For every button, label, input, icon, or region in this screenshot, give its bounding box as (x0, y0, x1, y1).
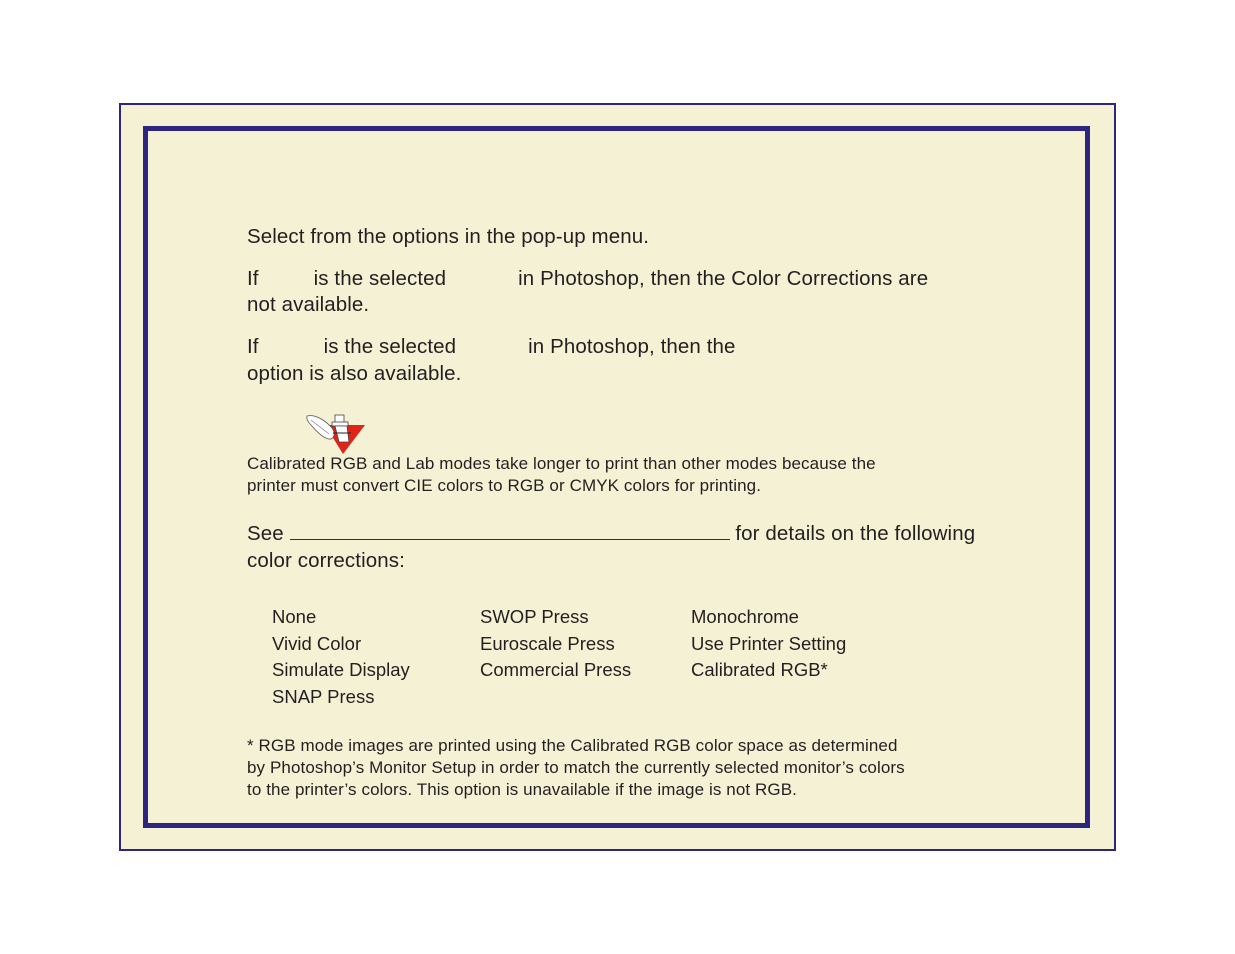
option-snap-press: SNAP Press (272, 686, 375, 707)
option-calibrated-rgb: Calibrated RGB* (691, 659, 828, 680)
option-simulate-display: Simulate Display (272, 659, 410, 680)
photoshop-text: in Photoshop, then the (528, 335, 736, 358)
if-word: If (247, 335, 259, 358)
reference-link[interactable] (290, 521, 730, 540)
footnote-line-3: to the printer’s colors. This option is unavailable if the image is not RGB. (247, 780, 797, 799)
paragraph-1-line-2: not available. (247, 293, 370, 316)
is-selected-text: is the selected (313, 267, 447, 290)
note-line-2: printer must convert CIE colors to RGB or CMYK colors for printing. (247, 476, 762, 495)
pen-note-icon (305, 412, 367, 456)
paragraph-1-line-1 (247, 265, 928, 292)
option-none: None (272, 606, 317, 627)
if-word: If (247, 267, 259, 290)
intro-text: Select from the options in the pop-up menu. (247, 225, 650, 248)
see-suffix: for details on the following (735, 522, 976, 545)
option-monochrome: Monochrome (691, 606, 799, 627)
see-line-1 (247, 520, 975, 547)
paragraph-2-line-1 (247, 333, 736, 360)
footnote-line-2: by Photoshop’s Monitor Setup in order to match the currently selected monitor’s colors (247, 758, 905, 777)
footnote-line-1: * RGB mode images are printed using the Calibrated RGB color space as determined (247, 736, 898, 755)
photoshop-text: in Photoshop, then the Color Corrections are (518, 267, 929, 290)
option-vivid-color: Vivid Color (272, 633, 362, 654)
see-prefix: See (247, 522, 284, 545)
is-selected-text: is the selected (323, 335, 457, 358)
option-swop-press: SWOP Press (480, 606, 589, 627)
option-use-printer-setting: Use Printer Setting (691, 633, 847, 654)
note-line-1: Calibrated RGB and Lab modes take longer to print than other modes because the (247, 454, 876, 473)
paragraph-2-line-2: option is also available. (247, 362, 462, 385)
option-euroscale-press: Euroscale Press (480, 633, 615, 654)
see-line-2: color corrections: (247, 549, 405, 572)
option-commercial-press: Commercial Press (480, 659, 632, 680)
